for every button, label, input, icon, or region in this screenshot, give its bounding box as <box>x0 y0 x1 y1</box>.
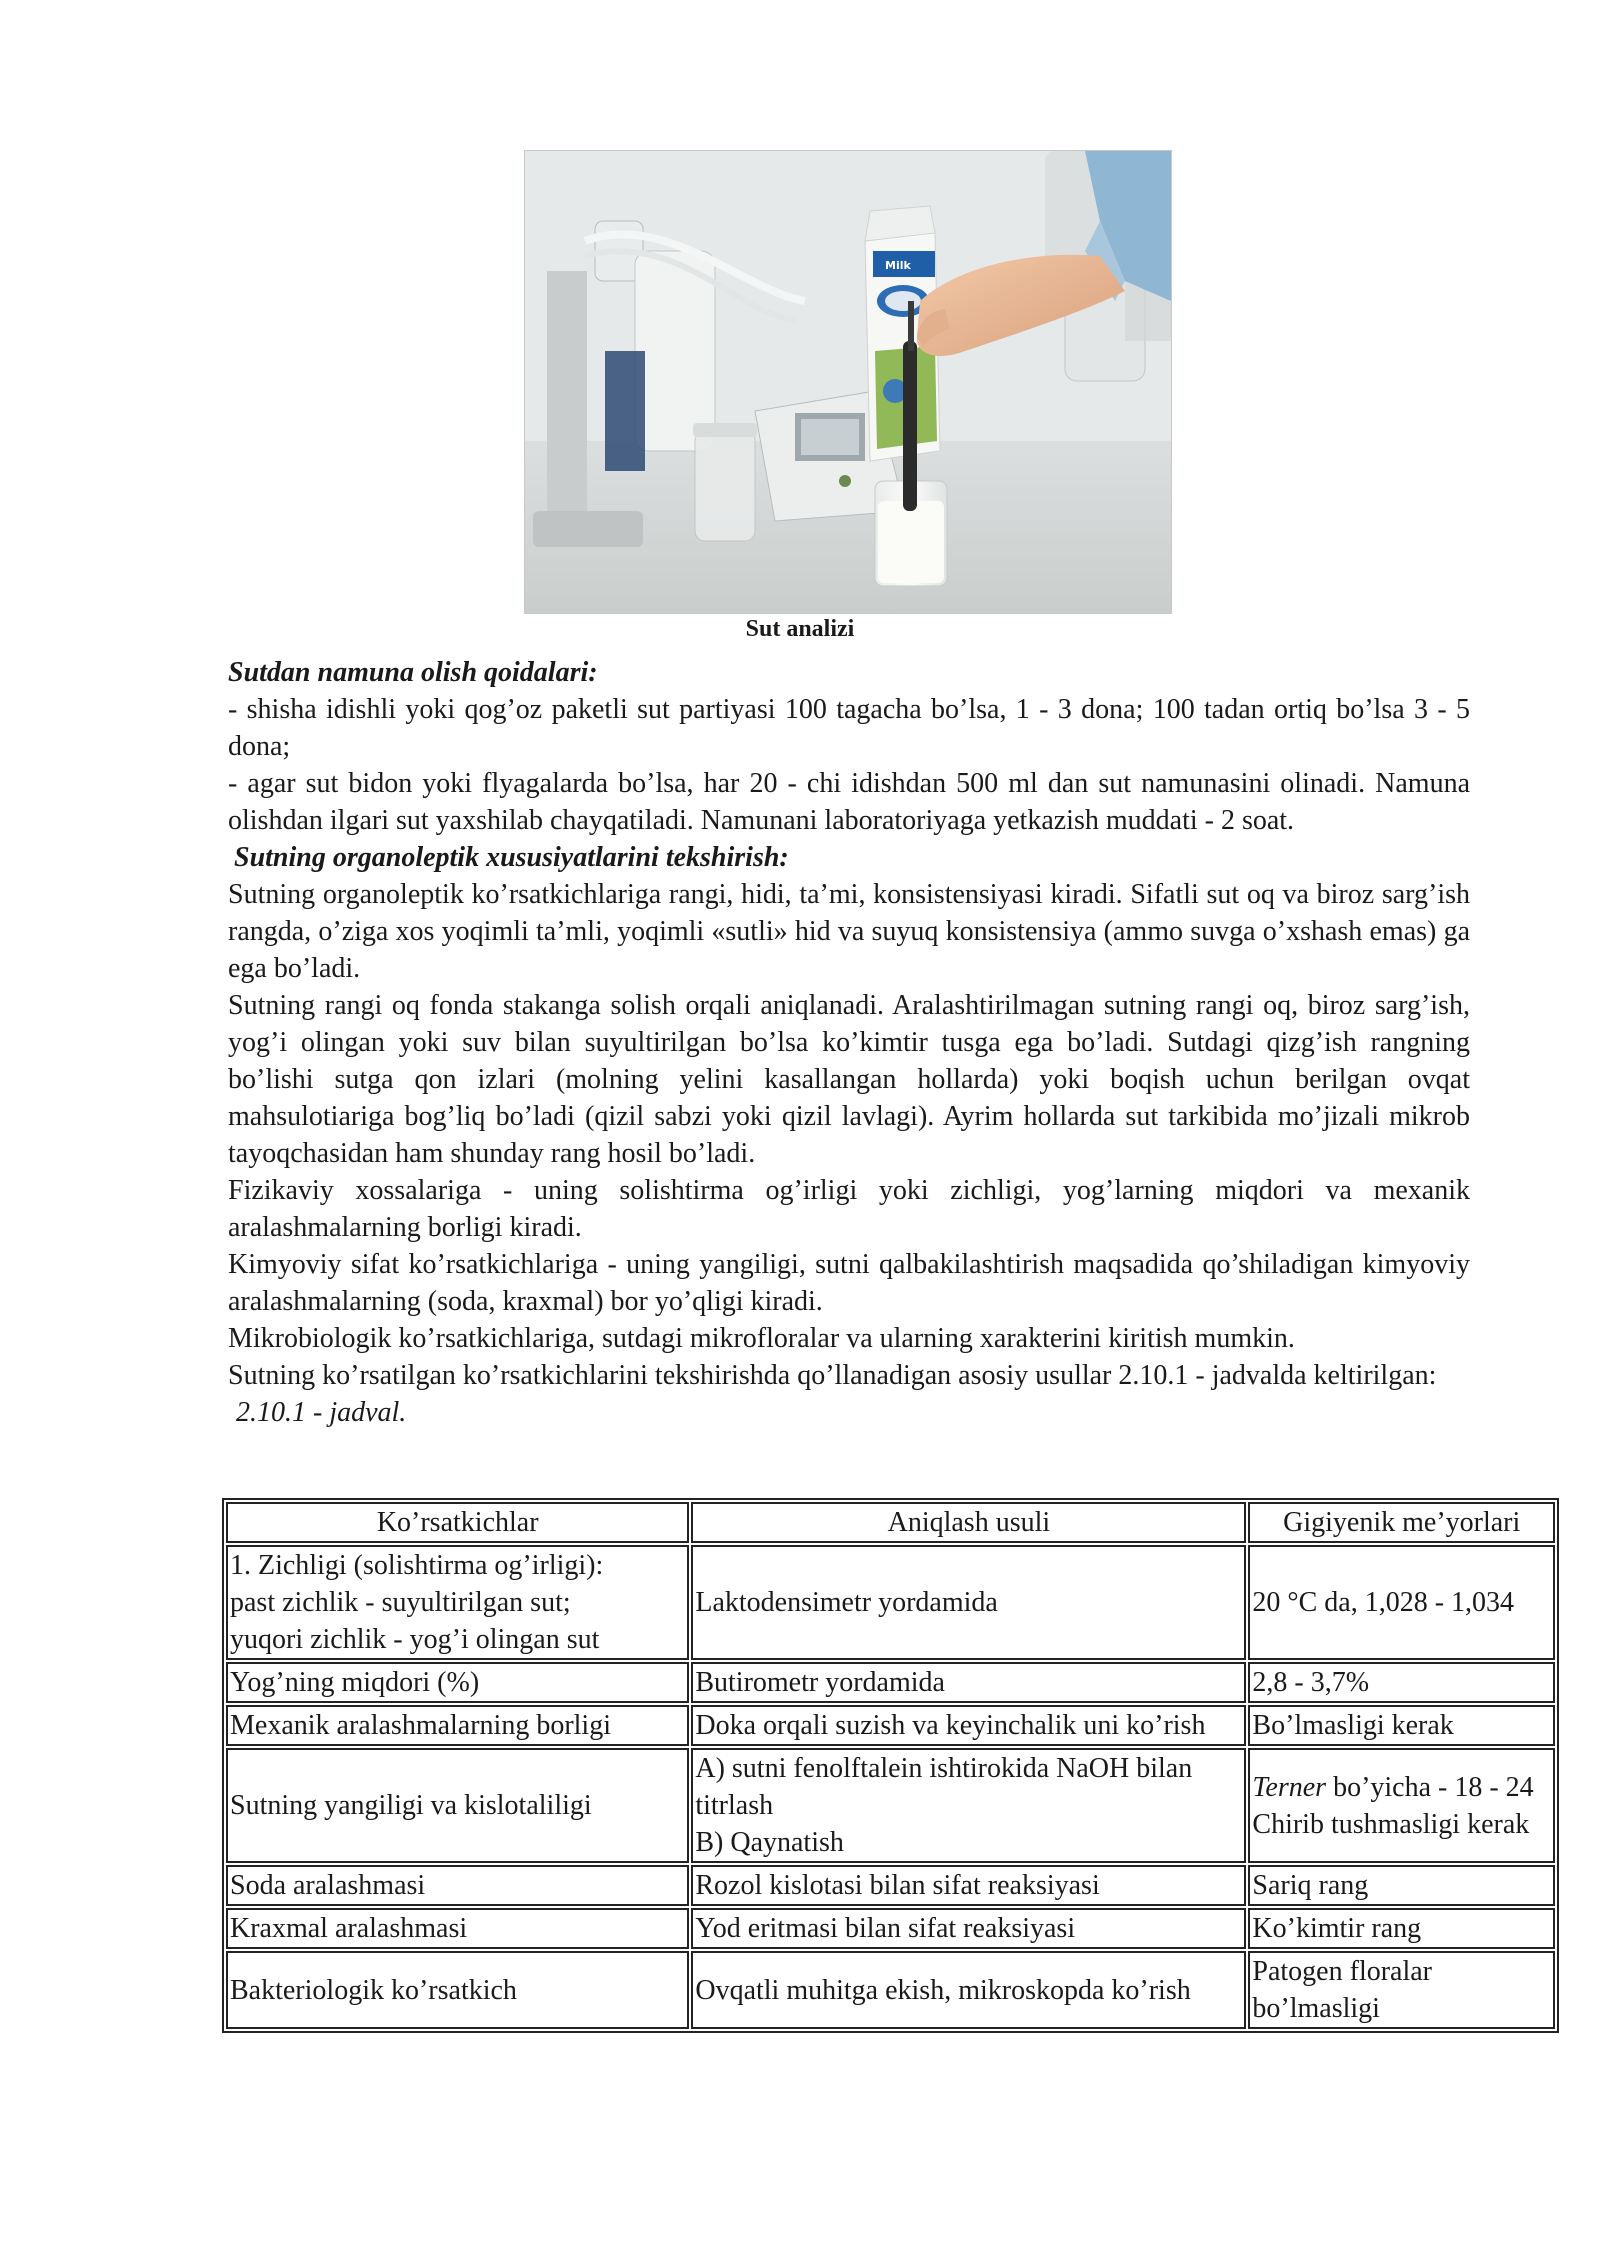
method-cell <box>691 1865 1246 1906</box>
paragraph: Sutning ko’rsatilgan ko’rsatkichlarini tekshirishda qo’llanadigan asosiy usullar 2.10.1 - jadvalda keltirilgan: <box>228 1360 1437 1391</box>
cell-line: Ko’kimtir rang <box>1252 1913 1422 1944</box>
method-cell <box>691 1545 1246 1660</box>
paragraph: Mikrobiologik ko’rsatkichlariga, sutdagi mikrofloralar va ularning xarakterini kiritish mumkin. <box>228 1323 1295 1354</box>
indicator-cell <box>226 1662 689 1703</box>
column-header: Ko’rsatkichlar <box>226 1502 689 1543</box>
bottle-label-text: Milk <box>885 259 911 272</box>
norm-cell <box>1248 1545 1555 1660</box>
cell-line: 1. Zichligi (solishtirma og’irligi): <box>230 1550 604 1581</box>
cell-line: 2,8 - 3,7% <box>1252 1667 1370 1698</box>
paragraph: Sutning organoleptik ko’rsatkichlariga rangi, hidi, ta’mi, konsistensiyasi kiradi. Sifatli sut oq va biroz sarg’ish rangda, o’ziga xos yoqimli ta’mli, yoqimli «sutli» hid va suyuq konsistensiya (ammo suvga o’xshash emas) ga ega bo’ladi. <box>228 879 1470 984</box>
column-header: Gigiyenik me’yorlari <box>1248 1502 1555 1543</box>
indicator-cell <box>226 1865 689 1906</box>
cell-line <box>1252 1769 1551 1806</box>
cell-line: A) sutni fenolftalein ishtirokida NaOH bilan titrlash <box>695 1753 1193 1821</box>
main-content <box>228 654 1470 1431</box>
cell-line: Sariq rang <box>1252 1870 1369 1901</box>
table-row <box>226 1662 1555 1703</box>
sampling-rule-item: - shisha idishli yoki qog’oz paketli sut partiyasi 100 tagacha bo’lsa, 1 - 3 dona; 100 tadan ortiq bo’lsa 3 - 5 dona; <box>228 694 1470 762</box>
table-row <box>226 1545 1555 1660</box>
table-row <box>226 1951 1555 2029</box>
norm-cell <box>1248 1908 1555 1949</box>
indicator-cell <box>226 1705 689 1746</box>
cell-line: B) Qaynatish <box>695 1827 844 1858</box>
cell-line: Ovqatli muhitga ekish, mikroskopda ko’rish <box>695 1974 1191 2006</box>
indicator-cell <box>226 1748 689 1863</box>
cell-line: Bo’lmasligi kerak <box>1252 1710 1454 1741</box>
method-cell <box>691 1908 1246 1949</box>
cell-line: yuqori zichlik - yog’i olingan sut <box>230 1624 600 1655</box>
paragraph: Sutning rangi oq fonda stakanga solish orqali aniqlanadi. Aralashtirilmagan sutning rangi oq, biroz sarg’ish, yog’i olingan yoki suv bilan suyultirilgan bo’lsa ko’kimtir tusga ega bo’ladi. Sutdagi qizg’ish rangning bo’lishi sutga qon izlari (molning yelini kasallangan hollarda) yoki boqish uchun berilgan ovqat mahsulotiariga bog’liq bo’ladi (qizil sabzi yoki qizil lavlagi). Ayrim hollarda sut tarkibida mo’jizali mikrob tayoqchasidan ham shunday rang hosil bo’ladi. <box>228 990 1470 1169</box>
norm-cell <box>1248 1748 1555 1863</box>
indicator-cell <box>226 1951 689 2029</box>
organoleptic-heading: Sutning organoleptik xususiyatlarini tekshirish: <box>234 842 789 873</box>
method-cell <box>691 1705 1246 1746</box>
cell-line: Yod eritmasi bilan sifat reaksiyasi <box>695 1913 1076 1944</box>
figure-caption: Sut analizi <box>745 616 855 642</box>
sampling-rule-item: - agar sut bidon yoki flyagalarda bo’lsa, har 20 - chi idishdan 500 ml dan sut namunasini olinadi. Namuna olishdan ilgari sut yaxshilab chayqatiladi. Namunani laboratoriyaga yetkazish muddati - 2 soat. <box>228 768 1470 836</box>
table-row <box>226 1705 1555 1746</box>
column-header: Aniqlash usuli <box>691 1502 1246 1543</box>
cell-line: Sutning yangiligi va kislotaliligi <box>230 1790 592 1821</box>
table-row <box>226 1748 1555 1863</box>
cell-line: Yog’ning miqdori (%) <box>230 1667 480 1698</box>
cell-line: Mexanik aralashmalarning borligi <box>230 1710 611 1741</box>
norm-prefix: Terner <box>1252 1771 1327 1803</box>
table-header-row <box>226 1502 1555 1543</box>
indicator-cell <box>226 1545 689 1660</box>
cell-line: Patogen floralar bo’lmasligi <box>1252 1956 1432 2024</box>
cell-line: Butirometr yordamida <box>695 1667 945 1698</box>
photo-illustration <box>525 151 1171 613</box>
table-row <box>226 1865 1555 1906</box>
norm-text: bo’yicha - 18 - 24 <box>1326 1771 1534 1803</box>
norm-cell <box>1248 1705 1555 1746</box>
paragraph: Kimyoviy sifat ko’rsatkichlariga - uning yangiligi, sutni qalbakilashtirish maqsadida qo’shiladigan kimyoviy aralashmalarning (soda, kraxmal) bor yo’qligi kiradi. <box>228 1249 1470 1317</box>
cell-line: Bakteriologik ko’rsatkich <box>230 1974 517 2006</box>
norm-cell <box>1248 1951 1555 2029</box>
method-cell <box>691 1951 1246 2029</box>
cell-line: Soda aralashmasi <box>230 1870 426 1901</box>
sampling-rules-heading: Sutdan namuna olish qoidalari: <box>228 657 598 688</box>
paragraph: Fizikaviy xossalariga - uning solishtirma og’irligi yoki zichligi, yog’larning miqdori va mexanik aralashmalarning borligi kiradi. <box>228 1175 1470 1243</box>
cell-line: Kraxmal aralashmasi <box>230 1913 468 1944</box>
norm-cell <box>1248 1662 1555 1703</box>
cell-line: Doka orqali suzish va keyinchalik uni ko’rish <box>695 1710 1206 1741</box>
indicator-cell <box>226 1908 689 1949</box>
cell-line: 20 °C da, 1,028 - 1,034 <box>1252 1587 1515 1618</box>
method-cell <box>691 1662 1246 1703</box>
table-row <box>226 1908 1555 1949</box>
method-cell <box>691 1748 1246 1863</box>
cell-line: Rozol kislotasi bilan sifat reaksiyasi <box>695 1870 1100 1901</box>
cell-line: past zichlik - suyultirilgan sut; <box>230 1587 571 1618</box>
milk-indicators-table <box>222 1498 1559 2033</box>
cell-line: Chirib tushmasligi kerak <box>1252 1808 1530 1840</box>
table-label: 2.10.1 - jadval. <box>236 1397 407 1428</box>
cell-line: Laktodensimetr yordamida <box>695 1587 998 1618</box>
norm-cell <box>1248 1865 1555 1906</box>
milk-analysis-photo <box>524 150 1172 614</box>
